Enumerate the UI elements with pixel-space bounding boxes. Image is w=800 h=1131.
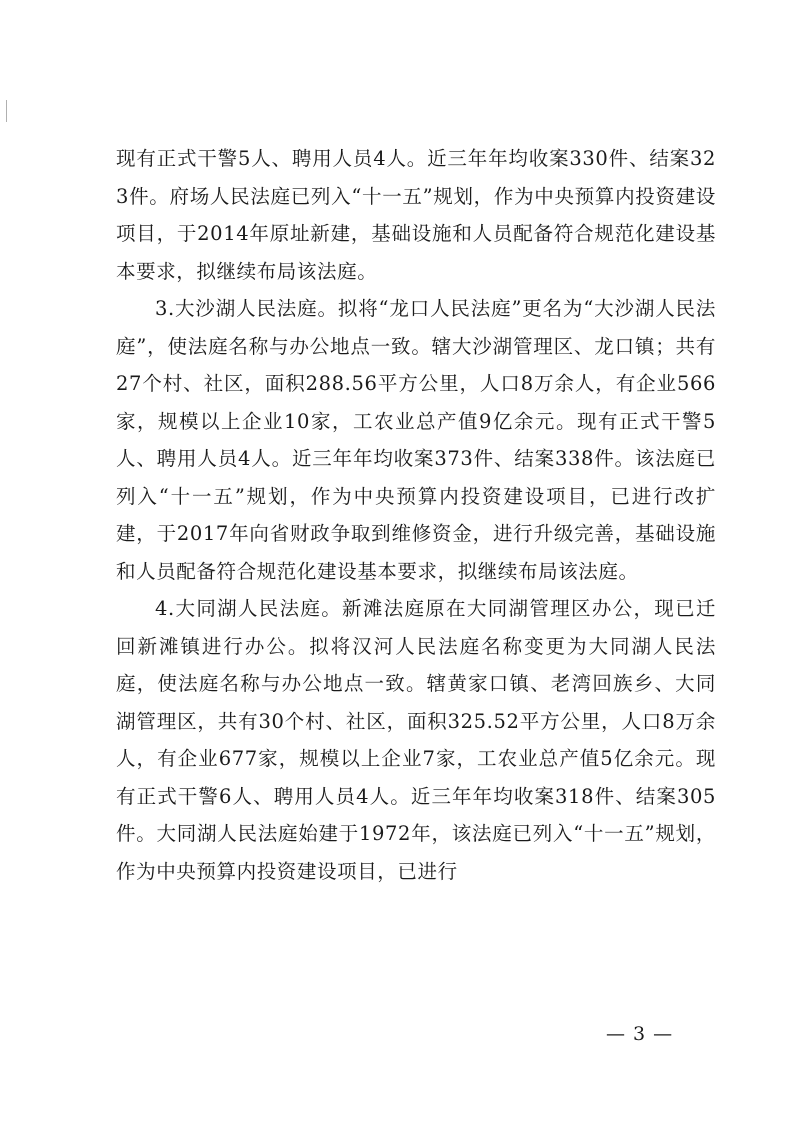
paragraph-datonghu-court: 4.大同湖人民法庭。新滩法庭原在大同湖管理区办公，现已迁回新滩镇进行办公。拟将汉河人民法庭名称变更为大同湖人民法庭，使法庭名称与办公地点一致。辖黄家口镇、老湾回族乡、大同湖管理区，共有30个村、社区，面积325.52平方公里，人口8万余人，有企业677家，规模以上企业7家，工农业总产值5亿余元。现有正式干警6人、聘用人员4人。近三年年均收案318件、结案305件。大同湖人民法庭始建于1972年，该法庭已列入“十一五”规划，作为中央预算内投资建设项目，已进行 xyxy=(116,597,716,883)
body-text xyxy=(116,140,716,890)
scan-edge-mark xyxy=(6,100,7,122)
paragraph-fuchang-court-continued: 现有正式干警5人、聘用人员4人。近三年年均收案330件、结案323件。府场人民法庭已列入“十一五”规划，作为中央预算内投资建设项目，于2014年原址新建，基础设施和人员配备符合规范化建设基本要求，拟继续布局该法庭。 xyxy=(116,147,716,283)
paragraph-dashahu-court: 3.大沙湖人民法庭。拟将“龙口人民法庭”更名为“大沙湖人民法庭”，使法庭名称与办公地点一致。辖大沙湖管理区、龙口镇；共有27个村、社区，面积288.56平方公里，人口8万余人，有企业566家，规模以上企业10家，工农业总产值9亿余元。现有正式干警5人、聘用人员4人。近三年年均收案373件、结案338件。该法庭已列入“十一五”规划，作为中央预算内投资建设项目，已进行改扩建，于2017年向省财政争取到维修资金，进行升级完善，基础设施和人员配备符合规范化建设基本要求，拟继续布局该法庭。 xyxy=(116,297,716,583)
page-number: — 3 — xyxy=(606,1023,674,1045)
